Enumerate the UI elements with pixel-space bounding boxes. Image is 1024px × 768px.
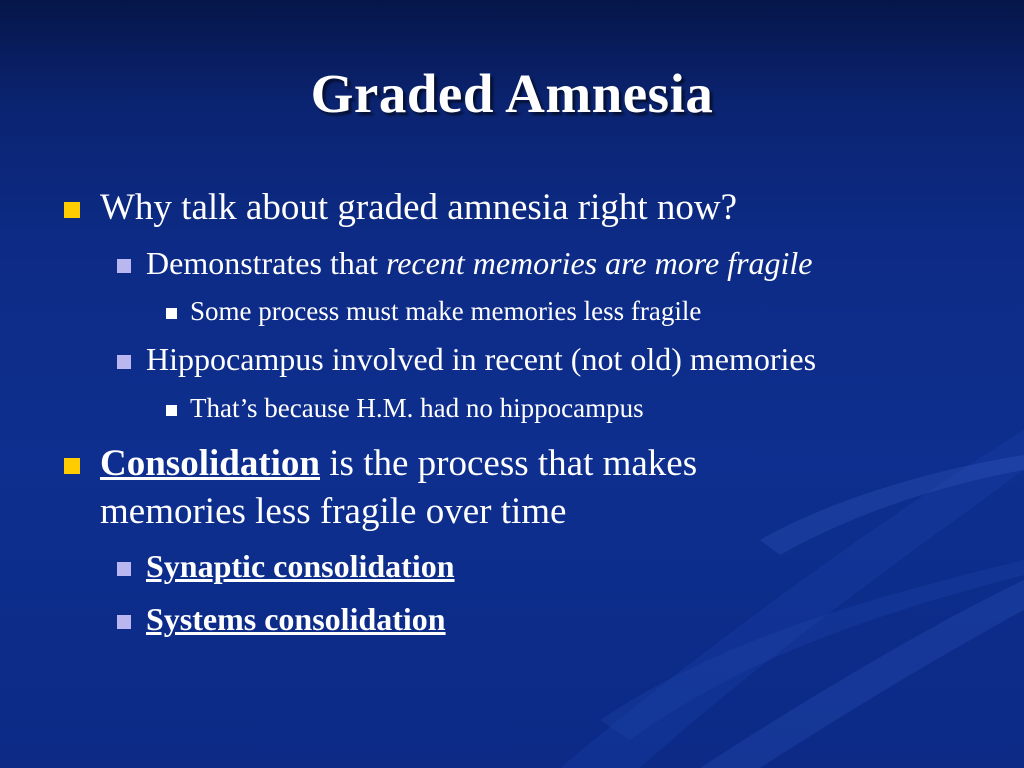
bullet-consolidation xyxy=(100,442,697,485)
slide-title: Graded Amnesia xyxy=(310,63,714,124)
bullet-square-icon xyxy=(117,562,131,576)
bullet-square-icon xyxy=(117,259,131,273)
consolidation-definition: is the process that makes xyxy=(320,443,698,484)
sub-sub-bullet-hm: That’s because H.M. had no hippocampus xyxy=(190,393,644,423)
bullet-square-icon xyxy=(64,202,80,218)
sub-bullet-hippocampus: Hippocampus involved in recent (not old) memories xyxy=(146,341,817,377)
bullet-square-icon xyxy=(117,355,131,369)
consolidation-term: Consolidation xyxy=(100,443,321,484)
sub-bullet-synaptic-consolidation: Synaptic consolidation xyxy=(146,548,455,584)
sub-bullet-systems-consolidation: Systems consolidation xyxy=(146,601,446,637)
sub-bullet-demonstrates-prefix: Demonstrates that xyxy=(146,245,386,281)
sub-sub-bullet-some-process: Some process must make memories less fragile xyxy=(190,296,702,326)
bullet-consolidation-continued: memories less fragile over time xyxy=(100,491,567,532)
bullet-why-graded-amnesia: Why talk about graded amnesia right now? xyxy=(100,187,738,228)
sub-bullet-demonstrates xyxy=(146,245,813,282)
bullet-square-icon xyxy=(166,405,177,416)
bullet-square-icon xyxy=(166,308,177,319)
bullet-square-icon xyxy=(117,615,131,629)
bullet-square-icon xyxy=(64,458,80,474)
sub-bullet-demonstrates-emphasis: recent memories are more fragile xyxy=(385,245,813,281)
